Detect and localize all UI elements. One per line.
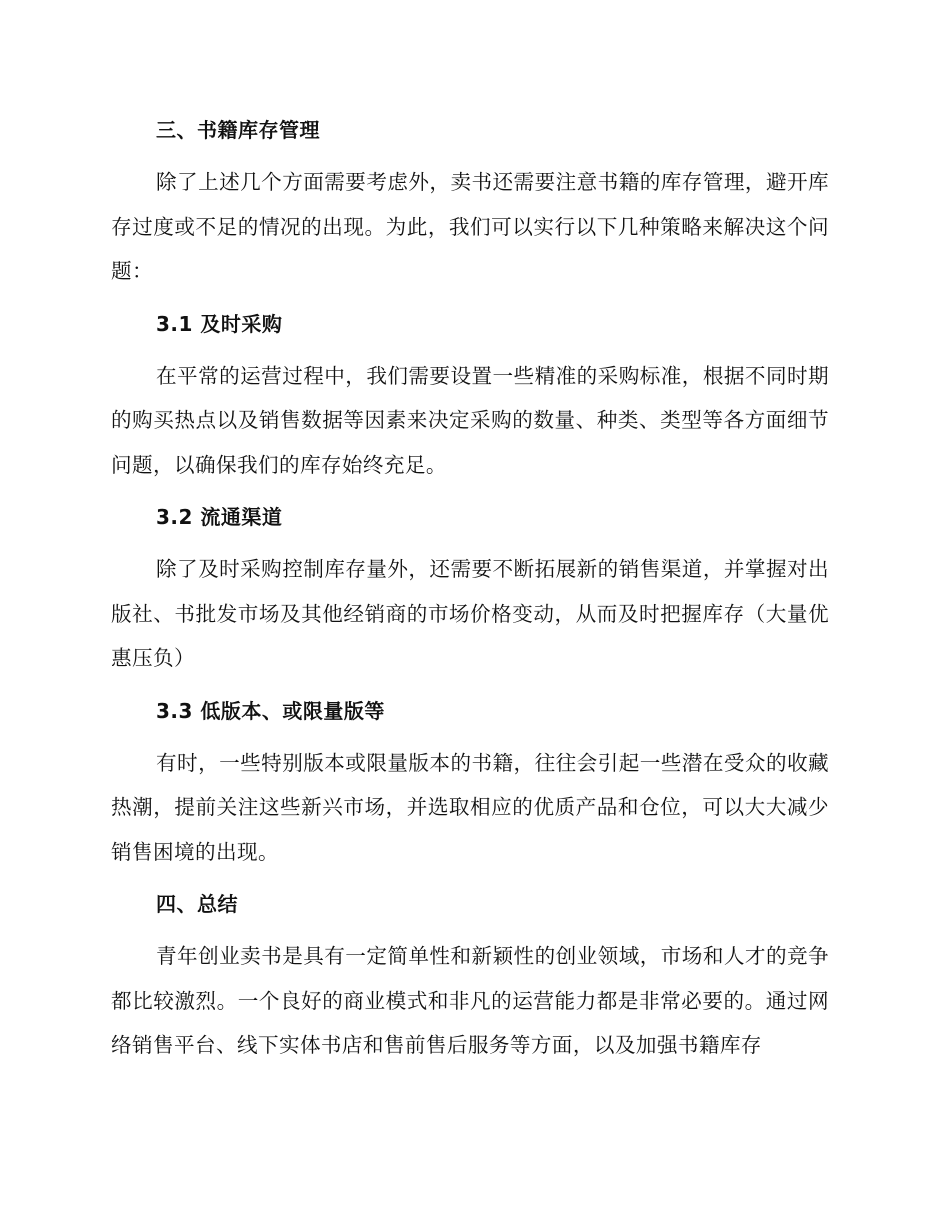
section-paragraph-inventory <box>111 160 829 294</box>
heading-summary: 四、总结 <box>156 892 238 916</box>
section-heading-distribution <box>111 495 829 539</box>
section-paragraph-summary <box>111 934 829 1068</box>
document-body <box>111 108 829 1068</box>
heading-limited-edition: 3.3 低版本、或限量版等 <box>156 698 385 723</box>
section-heading-limited <box>111 689 829 733</box>
heading-distribution-channels: 3.2 流通渠道 <box>156 505 283 529</box>
section-heading-timely-purchase <box>111 302 829 346</box>
section-paragraph-timely-purchase <box>111 354 829 488</box>
section-paragraph-distribution <box>111 547 829 681</box>
section-paragraph-limited <box>111 741 829 875</box>
paragraph-inventory-intro: 除了上述几个方面需要考虑外，卖书还需要注意书籍的库存管理，避开库存过度或不足的情况的出现。为此，我们可以实行以下几种策略来解决这个问题： <box>111 170 829 283</box>
section-heading-inventory <box>111 108 829 152</box>
paragraph-limited-edition: 有时，一些特别版本或限量版本的书籍，往往会引起一些潜在受众的收藏热潮，提前关注这些新兴市场，并选取相应的优质产品和仓位，可以大大减少销售困境的出现。 <box>111 750 829 864</box>
heading-timely-purchase: 3.1 及时采购 <box>156 311 283 336</box>
paragraph-timely-purchase: 在平常的运营过程中，我们需要设置一些精准的采购标准，根据不同时期的购买热点以及销售数据等因素来决定采购的数量、种类、类型等各方面细节问题，以确保我们的库存始终充足。 <box>111 363 829 477</box>
paragraph-summary: 青年创业卖书是具有一定简单性和新颖性的创业领域，市场和人才的竞争都比较激烈。一个良好的商业模式和非凡的运营能力都是非常必要的。通过网络销售平台、线下实体书店和售前售后服务等方面，以及加强书籍库存 <box>111 944 829 1057</box>
paragraph-distribution-channels: 除了及时采购控制库存量外，还需要不断拓展新的销售渠道，并掌握对出版社、书批发市场及其他经销商的市场价格变动，从而及时把握库存（大量优惠压负） <box>111 557 829 670</box>
section-heading-summary <box>111 882 829 926</box>
heading-inventory-management: 三、书籍库存管理 <box>156 118 320 142</box>
